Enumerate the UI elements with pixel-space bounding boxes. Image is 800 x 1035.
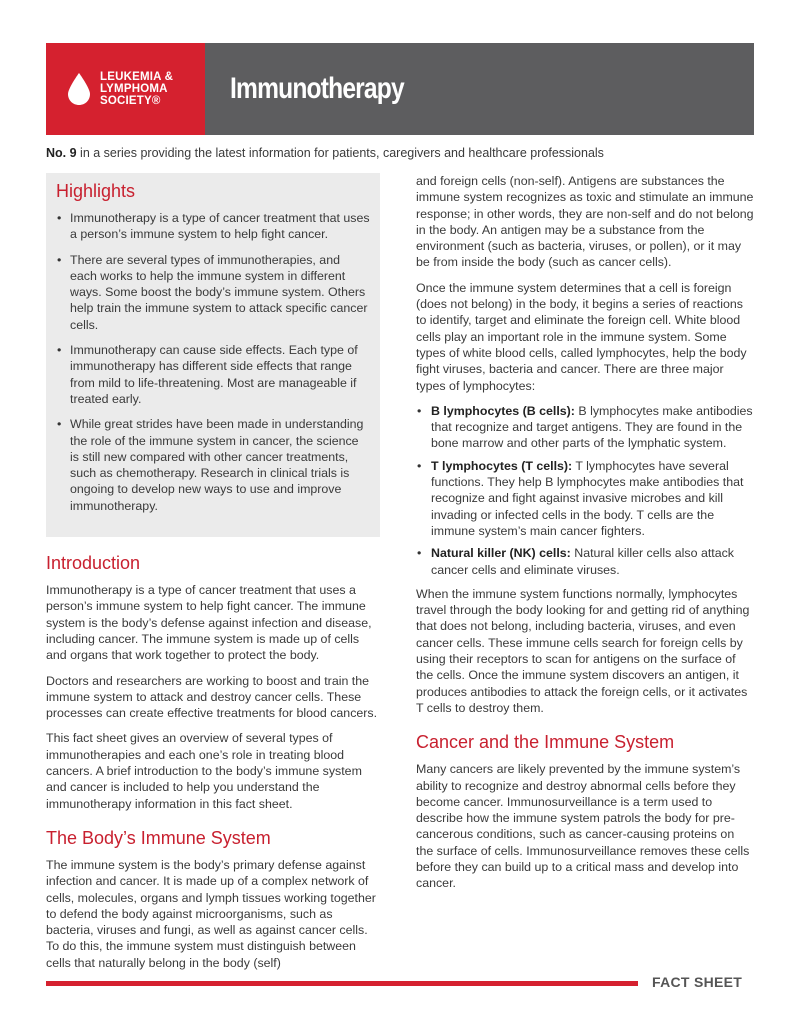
left-column: [46, 173, 380, 980]
footer-label: FACT SHEET: [652, 974, 743, 990]
immune-system-heading: The Body’s Immune System: [46, 827, 271, 848]
highlight-item: • There are several types of immunotherapies, and each works to help the immune system in different ways. Some boost the body’s immune system. Others help train the immune system to attack specific cancer cells.: [56, 252, 370, 333]
immune-paragraph: When the immune system functions normally, lymphocytes travel through the body looking for and getting rid of anything that does not belong, including bacteria, viruses, and even cancer cells. These immune cells search for foreign cells by using their receptors to scan for antigens on the surface of the cells. Once the immune system discovers an antigen, it produces antibodies to attack the foreign cells, or it activates T cells to destroy them.: [416, 586, 750, 715]
lls-logo: [46, 43, 205, 135]
lymphocyte-term: B lymphocytes (B cells):: [431, 403, 575, 418]
lymphocyte-item: [416, 403, 754, 452]
cancer-immune-paragraph: Many cancers are likely prevented by the immune system’s ability to recognize and destroy abnormal cells before they become cancer. Immunosurveillance is a term used to describe how the immune system patrols the body for pre-cancerous conditions, such as cancer-causing proteins on the surface of cells. Immunosurveillance removes these cells before they can build up to a critical mass and develop into cancer.: [416, 762, 750, 891]
lymphocyte-desc: Natural killer cells also attack cancer cells and eliminate viruses.: [431, 546, 734, 577]
intro-paragraph: Immunotherapy is a type of cancer treatment that uses a person’s immune system to help fight cancer. The immune system is the body’s defense against infection and disease, including cancer. The immune system is made up of cells and organs that work together to protect the body.: [46, 583, 372, 663]
lymphocyte-list: [416, 403, 754, 578]
title-banner: [205, 43, 754, 135]
logo-line-2: LYMPHOMA: [100, 83, 168, 95]
logo-line-3: SOCIETY®: [100, 95, 161, 107]
lymphocyte-term: Natural killer (NK) cells:: [431, 546, 571, 561]
highlight-item: • Immunotherapy is a type of cancer treatment that uses a person’s immune system to help fight cancer.: [56, 210, 370, 243]
lymphocyte-desc: B lymphocytes make antibodies that recognize and target antigens. They are found in the bone marrow and other parts of the lymphatic system.: [431, 403, 753, 451]
immune-paragraph: Once the immune system determines that a cell is foreign (does not belong) in the body, it begins a series of reactions to identify, target and eliminate the foreign cell. White blood cells play an important role in the immune system. Some types of white blood cells, called lymphocytes, help the body fight viruses, bacteria and cancer. There are three major types of lymphocytes:: [416, 280, 747, 393]
footer-bar: [46, 981, 638, 986]
highlights-heading: Highlights: [56, 181, 136, 201]
intro-paragraph: This fact sheet gives an overview of several types of immunotherapies and each one’s role in treating blood cancers. A brief introduction to the body’s immune system and cancer is included to help you understand the immunotherapy information in this fact sheet.: [46, 731, 362, 811]
highlights-list: [56, 210, 370, 514]
cancer-immune-heading: Cancer and the Immune System: [416, 732, 675, 753]
immune-paragraph: The immune system is the body’s primary defense against infection and cancer. It is made up of a complex network of cells, molecules, organs and lymph tissues working together to defend the body against microorganisms, such as bacteria, viruses and fungi, as well as against cancer cells. To do this, the immune system must distinguish between cells that naturally belong in the body (self): [46, 857, 376, 970]
series-text: in a series providing the latest information for patients, caregivers and healthcare professionals: [76, 146, 604, 160]
immune-paragraph-continued: and foreign cells (non-self). Antigens are substances the immune system recognizes as toxic and stimulate an immune response; in other words, they are non-self and do not belong in the body. An antigen may be a substance from the environment (such as bacteria, viruses, or pollen), or it may be from inside the body (such as cancer cells).: [416, 174, 754, 270]
highlight-item: • Immunotherapy can cause side effects. Each type of immunotherapy has different side effects that range from mild to life-threatening. Most are manageable if treated early.: [56, 342, 370, 407]
lymphocyte-desc: T lymphocytes have several functions. They help B lymphocytes make antibodies that recognize and fight against invasive microbes and kill invading or infected cells in the body. T cells are the immune system’s main cancer fighters.: [431, 458, 744, 538]
highlights-box: [46, 173, 380, 537]
series-number: No. 9: [46, 146, 77, 160]
series-line: [46, 146, 604, 160]
logo-line-1: LEUKEMIA &: [100, 71, 174, 83]
blood-drop-icon: [66, 72, 92, 106]
lymphocyte-term: T lymphocytes (T cells):: [431, 458, 573, 473]
introduction-heading: Introduction: [46, 553, 141, 574]
highlight-item: • While great strides have been made in understanding the role of the immune system in cancer, the science is still new compared with other cancer treatments, such as chemotherapy. Research in clinical trials is ongoing to develop new ways to use and improve immunotherapy.: [56, 416, 370, 514]
page-title: Immunotherapy: [230, 72, 404, 105]
lymphocyte-item: [416, 545, 754, 578]
right-column: [416, 173, 754, 901]
page-header: [46, 43, 754, 135]
intro-paragraph: Doctors and researchers are working to boost and train the immune system to attack and destroy cancer cells. These processes can create effective treatments for blood cancers.: [46, 673, 378, 721]
logo-text: [100, 71, 173, 107]
lymphocyte-item: [416, 458, 754, 539]
